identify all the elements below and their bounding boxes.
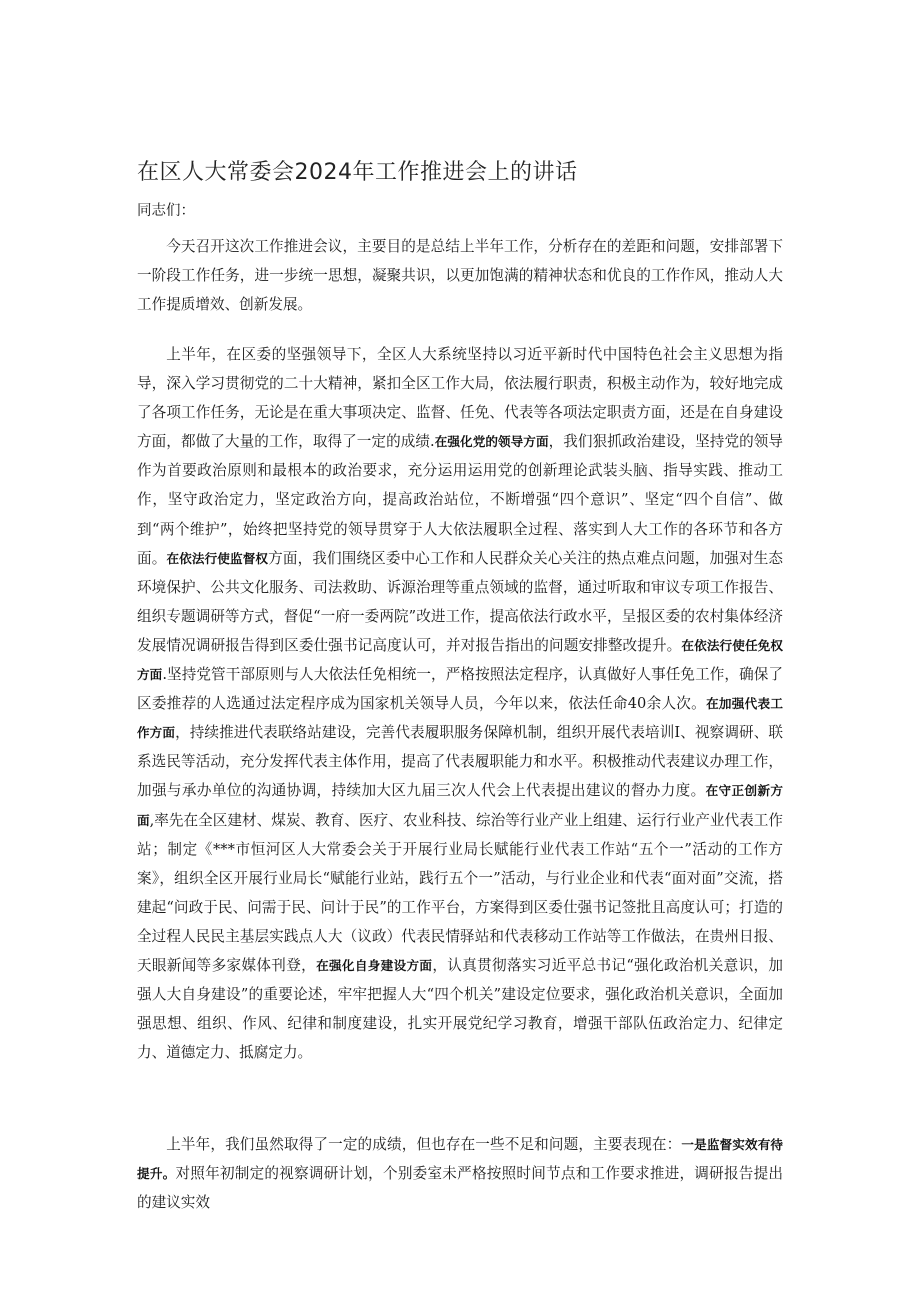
- text-innovation: ,率先在全区建材、煤炭、教育、医疗、农业科技、综治等行业产业上组建、运行行业产业代表工作站；制定《***市恒河区人大常委会关于开展行业局长赋能行业代表工作站“五个一”活动的工作方案》，组织全区开展行业局长“赋能行业站，践行五个一”活动，与行业企业和代表“面对面”交流，搭建起“问政于民、问需于民、问计于民”的工作平台，方案得到区委仕强书记签批且高度认可；打造的全过程人民民主基层实践点人大（议政）代表民情驿站和代表移动工作站等工作做法，在贵州日报、天眼新闻等多家媒体刊登，: [137, 811, 783, 974]
- heading-innovation: 在守正创新方面: [137, 783, 784, 828]
- heading-self-building: 在强化自身建设方面: [316, 957, 433, 973]
- paragraph-opening: 今天召开这次工作推进会议，主要目的是总结上半年工作，分析存在的差距和问题，安排部署下一阶段工作任务，进一步统一思想，凝聚共识，以更加饱满的精神状态和优良的工作作风，推动人大工作提质增效、创新发展。: [137, 238, 783, 314]
- text-deputy-work: ，持续推进代表联络站建设，完善代表履职服务保障机制，组织开展代表培训I、视察调研、联系选民等活动，充分发挥代表主体作用，提高了代表履职能力和水平。积极推动代表建议办理工作，加强与承办单位的沟通协调，持续加大区九届三次人代会上代表提出建议的督办力度。: [137, 724, 783, 800]
- achievements-intro: 上半年，在区委的坚强领导下，全区人大系统坚持以习近平新时代中国特色社会主义思想为指导，深入学习贯彻党的二十大精神，紧扣全区工作大局，依法履行职责，积极主动作为，较好地完成了各项工作任务，无论是在重大事项决定、监督、任免、代表等各项法定职责方面，还是在自身建设方面，都做了大量的工作，取得了一定的成绩.: [137, 346, 783, 451]
- heading-party-leadership: 在强化党的领导方面: [434, 434, 549, 450]
- heading-deputy-work: 在加强代表工作方面: [137, 696, 784, 741]
- text-party-leadership: ，我们狠抓政治建设，坚持党的领导作为首要政治原则和最根本的政治要求，充分运用运用党的创新理论武装头脑、指导实践、推动工作，坚守政治定力，坚定政治方向，提高政治站位，不断增强“四个意识”、坚定“四个自信”、做到“两个维护”，始终把坚持党的领导贯穿于人大依法履职全过程、落实到人大工作的各环节和各方面。: [137, 433, 783, 567]
- heading-supervision: 在依法行使监督权: [166, 550, 269, 566]
- problems-intro: 上半年，我们虽然取得了一定的成绩，但也存在一些不足和问题，主要表现在：: [166, 1136, 682, 1153]
- text-self-building: ，认真贯彻落实习近平总书记“强化政治机关意识，加强人大自身建设”的重要论述，牢牢把握人大“四个机关”建设定位要求，强化政治机关意识，全面加强思想、组织、作风、纪律和制度建设，扎实开展党纪学习教育，增强干部队伍政治定力、纪律定力、道德定力、抵腐定力。: [137, 956, 784, 1062]
- text-problem-one: 对照年初制定的视察调研计划，个别委室未严格按照时间节点和工作要求推进，调研报告提出的建议实效: [137, 1165, 784, 1212]
- heading-problem-one: 一是监督实效有待提升。: [137, 1137, 784, 1182]
- text-appointment: .坚持党管干部原则与人大依法任免相统一，严格按照法定程序，认真做好人事任免工作，确保了区委推荐的人选通过法定程序成为国家机关领导人员，今年以来，依法任命40余人次。: [137, 666, 783, 713]
- paragraph-achievements: [137, 340, 783, 1067]
- paragraph-problems: [137, 1130, 783, 1217]
- text-supervision: 方面，我们围绕区委中心工作和人民群众关心关注的热点难点问题，加强对生态环境保护、公共文化服务、司法救助、诉源治理等重点领域的监督，通过听取和审议专项工作报告、组织专题调研等方式，督促“一府一委两院”改进工作，提高依法行政水平，呈报区委的农村集体经济发展情况调研报告得到区委仕强书记高度认可，并对报告指出的问题安排整改提升。: [137, 549, 783, 654]
- document-title: 在区人大常委会2024年工作推进会上的讲话: [137, 159, 578, 185]
- salutation: 同志们：: [137, 203, 195, 219]
- heading-appointment: 在依法行使任免权方面: [137, 637, 783, 683]
